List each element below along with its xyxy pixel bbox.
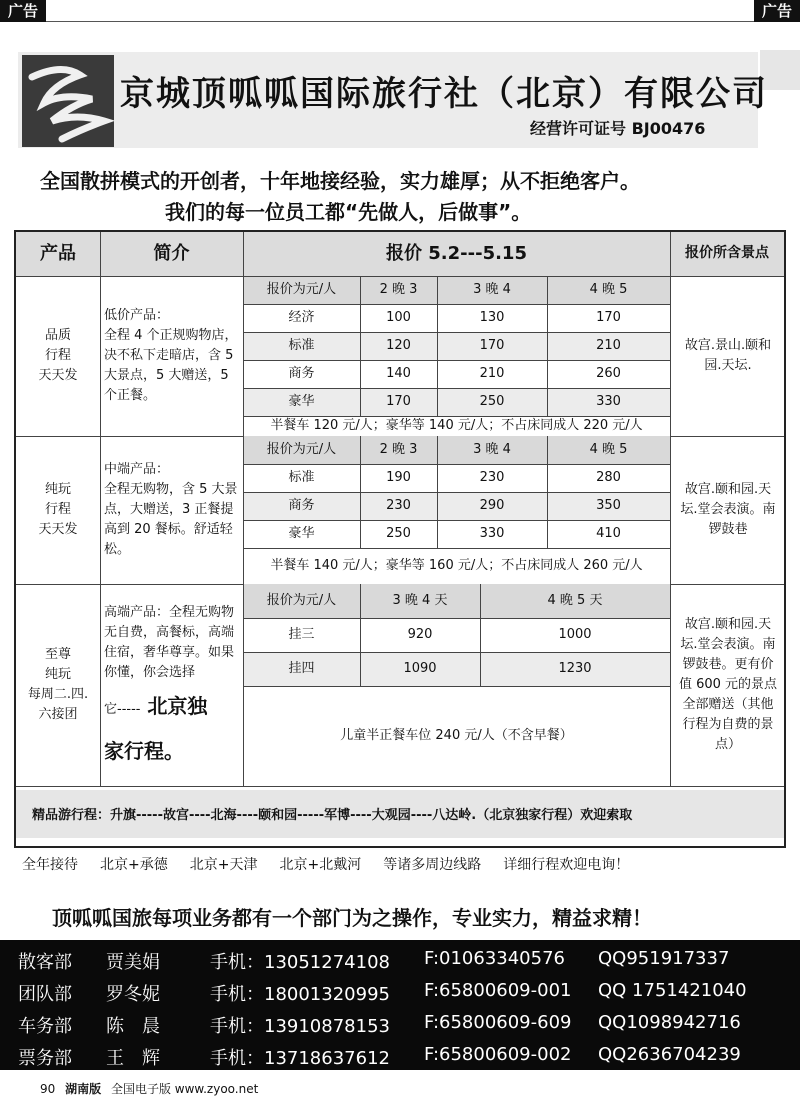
price-value: 330: [479, 525, 505, 541]
price-value: 280: [596, 469, 621, 485]
qq-number: QQ951917337: [598, 948, 730, 969]
intro-highlight: [104, 691, 239, 722]
price-value: 1000: [558, 626, 592, 642]
price-col-header: 报价为元/人: [266, 592, 337, 608]
intro-highlight-big: 北京独: [140, 694, 208, 719]
fax-number: F:65800609-609: [424, 1012, 572, 1033]
mobile-number[interactable]: 手机：13051274108: [210, 952, 390, 973]
route-item: 北京+天津: [189, 857, 258, 873]
department: 票务部: [18, 1048, 72, 1069]
product-intro: [104, 590, 239, 780]
price-tier: 标准: [288, 469, 315, 485]
contact-row: [0, 944, 800, 974]
grid-line: [243, 464, 670, 465]
price-col-header: 3 晚 4: [473, 441, 511, 457]
grid-line: [243, 492, 670, 493]
grid-line: [243, 388, 670, 389]
contact-name: 贾美娟: [106, 952, 160, 973]
intro-text: 中端产品： 全程无购物，含 5 大景点，大赠送，3 正餐提高到 20 餐标。舒适轻松。: [104, 461, 238, 558]
slogan-line-2: 我们的每一位员工都“先做人，后做事”。: [165, 200, 532, 224]
grid-line: [437, 436, 438, 548]
grid-line: [16, 276, 784, 277]
price-col-header: 报价为元/人: [266, 281, 337, 297]
grid-line: [243, 360, 670, 361]
price-tier: 豪华: [288, 393, 315, 409]
price-value: 920: [407, 626, 433, 642]
header-spots: 报价所含景点: [670, 232, 784, 276]
top-rule: [46, 21, 754, 22]
edition-label: 湖南版: [65, 1082, 102, 1096]
qq-number: QQ2636704239: [598, 1044, 741, 1065]
license-number: 经营许可证号 BJ00476: [530, 119, 706, 138]
price-value: 130: [479, 309, 505, 325]
grid-line: [243, 618, 670, 619]
department: 车务部: [18, 1016, 72, 1037]
site-link[interactable]: 全国电子版 www.zyoo.net: [110, 1082, 259, 1096]
contact-name: 王 辉: [106, 1048, 160, 1069]
price-note: 半餐车 140 元/人；豪华等 160 元/人；不占床同成人 260 元/人: [270, 557, 643, 573]
price-tier: 经济: [288, 309, 315, 325]
grid-line: [670, 232, 671, 786]
price-col-header: 报价为元/人: [266, 441, 337, 457]
page-number: 90: [40, 1082, 56, 1096]
included-spots: 故宫.颐和园.天坛.堂会表演。南锣鼓巷。更有价值 600 元的景点全部赠送（其他行程为自费的景点）: [678, 616, 778, 753]
price-value: 210: [479, 365, 505, 381]
company-name: 京城顶呱呱国际旅行社（北京）有限公司: [120, 74, 768, 114]
price-col-header: 4 晚 5: [589, 441, 628, 457]
intro-highlight-big: 家行程。: [104, 739, 184, 764]
grid-line: [100, 232, 101, 786]
route-item: 全年接待: [22, 857, 78, 873]
price-value: 210: [596, 337, 621, 353]
price-value: 260: [596, 365, 621, 381]
product-intro: [104, 442, 239, 578]
included-spots: 故宫.颐和园.天坛.堂会表演。南锣鼓巷: [680, 481, 776, 538]
included-spots: 故宫.景山.颐和园.天坛.: [684, 337, 772, 373]
price-value: 350: [596, 497, 621, 513]
price-value: 140: [386, 365, 411, 381]
grid-line: [547, 276, 548, 416]
intro-text: 高端产品：全程无购物无自费，高餐标，高端住宿，奢华尊享。如果你懂，你会选择: [104, 604, 235, 681]
price-note: 儿童半正餐车位 240 元/人（不含早餐）: [340, 727, 573, 743]
qq-number: QQ1098942716: [598, 1012, 741, 1033]
price-value: 230: [479, 469, 505, 485]
mobile-number[interactable]: 手机：13718637612: [210, 1048, 390, 1069]
price-value: 170: [596, 309, 621, 325]
grid-line: [243, 304, 670, 305]
route-item: 等诸多周边线路: [383, 857, 482, 873]
product-name: 品质 行程 天天发: [38, 327, 78, 384]
price-tier: 豪华: [288, 525, 315, 541]
grid-line: [480, 584, 481, 686]
price-value: 120: [386, 337, 411, 353]
ad-label-left: 广告: [0, 0, 46, 22]
grid-line: [243, 652, 670, 653]
price-value: 1090: [403, 660, 437, 676]
company-logo-icon: [22, 55, 114, 147]
page-footer: [40, 1080, 258, 1097]
qq-number: QQ 1751421040: [598, 980, 747, 1001]
contact-name: 罗冬妮: [106, 984, 160, 1005]
price-value: 190: [386, 469, 411, 485]
product-intro: [104, 282, 239, 430]
header-intro: 简介: [100, 232, 243, 276]
ad-label-right: 广告: [754, 0, 800, 22]
company-motto: 顶呱呱国旅每项业务都有一个部门为之操作，专业实力，精益求精！: [52, 906, 652, 930]
header-price: 报价 5.2---5.15: [243, 232, 670, 276]
price-value: 100: [386, 309, 411, 325]
route-item: 详细行程欢迎电询！: [503, 857, 630, 873]
featured-itinerary: 精品游行程：升旗-----故宫----北海----颐和园-----军博----大观园----八达岭.（北京独家行程）欢迎索取: [16, 790, 784, 838]
fax-number: F:65800609-002: [424, 1044, 572, 1065]
price-note: 半餐车 120 元/人；豪华等 140 元/人；不占床同成人 220 元/人: [270, 417, 643, 433]
contact-panel: [0, 940, 800, 1070]
fax-number: F:65800609-001: [424, 980, 572, 1001]
price-tier: 标准: [288, 337, 315, 353]
price-tier: 商务: [288, 497, 315, 513]
grid-line: [437, 276, 438, 416]
price-col-header: 2 晚 3: [379, 441, 418, 457]
contact-row: [0, 1040, 800, 1070]
price-col-header: 2 晚 3: [379, 281, 418, 297]
price-col-header: 3 晚 4: [473, 281, 511, 297]
intro-text: 低价产品： 全程 4 个正规购物店，决不私下走暗店，含 5 大景点，5 大赠送，5 个正餐。: [104, 307, 238, 404]
header-product: 产品: [16, 232, 100, 276]
price-value: 410: [596, 525, 621, 541]
fax-number: F:01063340576: [424, 948, 565, 969]
price-col-header: 3 晚 4 天: [392, 592, 448, 608]
price-tier: 挂四: [288, 660, 315, 676]
price-value: 170: [386, 393, 411, 409]
price-value: 170: [479, 337, 505, 353]
contact-name: 陈 晨: [106, 1016, 160, 1037]
contact-row: [0, 976, 800, 1006]
product-name: 纯玩 行程 天天发: [38, 481, 78, 538]
route-item: 北京+承德: [100, 857, 168, 873]
contact-row: [0, 1008, 800, 1038]
price-value: 230: [386, 497, 411, 513]
intro-highlight-small: 它-----: [104, 702, 141, 718]
grid-line: [243, 332, 670, 333]
price-col-header: 4 晚 5: [589, 281, 628, 297]
slogan-line-1: 全国散拼模式的开创者，十年地接经验，实力雄厚；从不拒绝客户。: [40, 169, 640, 193]
price-value: 330: [596, 393, 621, 409]
mobile-number[interactable]: 手机：18001320995: [210, 984, 390, 1005]
price-value: 1230: [558, 660, 592, 676]
grid-line: [16, 786, 784, 787]
grid-line: [547, 436, 548, 548]
price-value: 250: [386, 525, 411, 541]
price-value: 290: [479, 497, 505, 513]
price-value: 250: [479, 393, 505, 409]
grid-line: [360, 436, 361, 548]
department: 散客部: [18, 952, 72, 973]
route-list: [16, 842, 784, 886]
grid-line: [360, 584, 361, 686]
mobile-number[interactable]: 手机：13910878153: [210, 1016, 390, 1037]
department: 团队部: [18, 984, 72, 1005]
price-tier: 挂三: [288, 626, 315, 642]
price-tier: 商务: [288, 365, 315, 381]
product-name: 至尊 纯玩 每周二.四. 六接团: [27, 646, 89, 723]
grid-line: [243, 232, 244, 786]
grid-line: [360, 276, 361, 416]
price-col-header: 4 晚 5 天: [547, 592, 603, 608]
grid-line: [243, 520, 670, 521]
route-item: 北京+北戴河: [279, 857, 362, 873]
